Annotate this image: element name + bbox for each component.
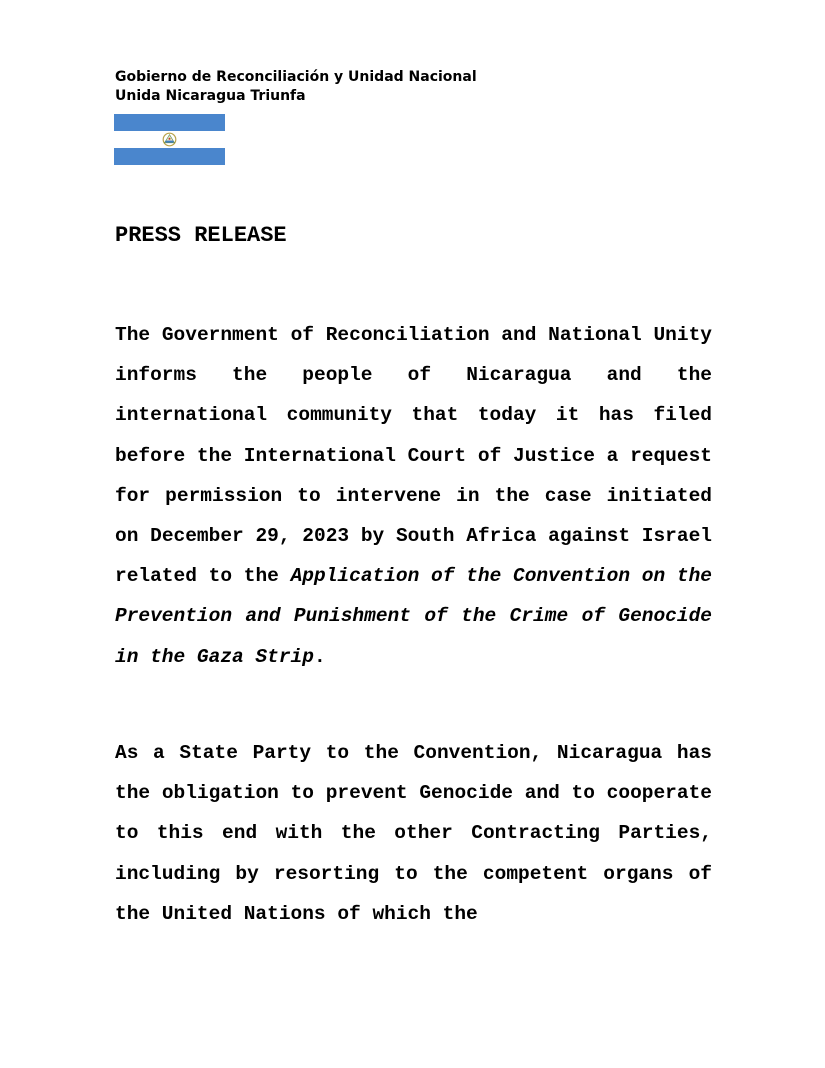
paragraph-1-tail: . — [313, 645, 326, 668]
coat-of-arms-icon — [163, 133, 176, 146]
paragraph-1 — [115, 315, 712, 677]
letterhead-line-2: Unida Nicaragua Triunfa — [115, 88, 306, 104]
nicaragua-flag-icon — [114, 114, 225, 165]
page-title: PRESS RELEASE — [115, 223, 287, 248]
letterhead — [115, 68, 477, 106]
letterhead-line-1: Gobierno de Reconciliación y Unidad Nacional — [115, 69, 477, 85]
paragraph-1-lead: The Government of Reconciliation and National Unity informs the people of Nicaragua and the international community that today it has filed before the International Court of Justice a request for permission to intervene in the case initiated on December 29, 2023 by South Africa against Israel related to the — [115, 324, 712, 588]
paragraph-1-case-title: Application of the Convention on the Prevention and Punishment of the Crime of Genocide in the Gaza Strip — [115, 565, 712, 668]
paragraph-2: As a State Party to the Convention, Nicaragua has the obligation to prevent Genocide and to cooperate to this end with the other Contracting Parties, including by resorting to the competent organs of the United Nations of which the — [115, 742, 712, 925]
